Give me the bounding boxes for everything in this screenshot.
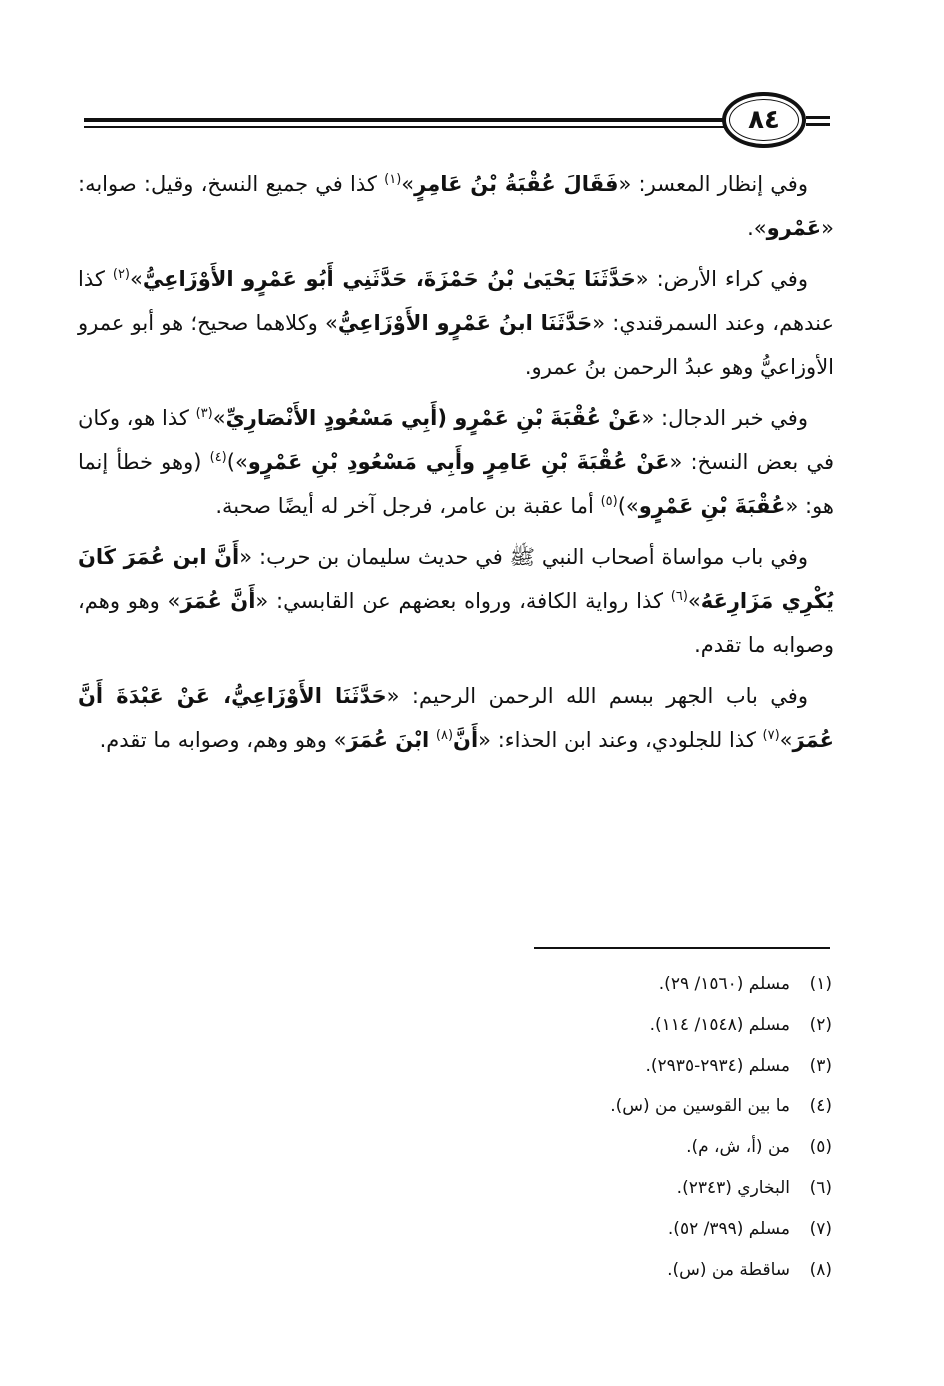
paragraph-3 [78, 396, 834, 528]
text-segment: ») [226, 450, 248, 474]
footnote-ref: (٨) [435, 728, 454, 743]
paragraph-5 [78, 674, 834, 762]
text-segment: » [130, 267, 143, 291]
quoted-text: حَدَّثَنَا يَحْيَىٰ بْنُ حَمْزَةَ، حَدَّثَنِي أَبُو عَمْرٍو الأَوْزَاعِيُّ [142, 267, 636, 291]
footnote-text: ما بين القوسين من (س). [610, 1096, 790, 1117]
footnote-ref: (٤) [209, 450, 227, 465]
footnote-number: (٣) [809, 1055, 832, 1076]
footnote-separator [534, 947, 830, 949]
footnote-item [432, 1127, 832, 1168]
footnotes-list [432, 964, 832, 1290]
footnote-item [432, 1168, 832, 1209]
text-segment: » وهو وهم، وصوابه ما تقدم. [78, 589, 834, 657]
footnote-number: (٤) [809, 1096, 832, 1117]
text-segment: وفي باب الجهر ببسم الله الرحمن الرحيم: « [386, 684, 808, 708]
text-segment: وفي باب مواساة أصحاب النبي ﷺ في حديث سليمان بن حرب: « [239, 545, 808, 569]
header-rule-thin [84, 126, 724, 128]
footnote-number: (٥) [809, 1137, 832, 1158]
footnote-text: من (أ، ش، م). [686, 1137, 790, 1158]
text-segment: كذا هو، وكان في بعض النسخ: « [78, 406, 834, 474]
quoted-text: ابْنَ عُمَرَ [346, 728, 430, 752]
paragraph-4 [78, 535, 834, 667]
text-segment: (وهو خطأ إنما هو: « [78, 450, 834, 518]
quoted-text: حَدَّثَنَا الأَوْزَاعِيُّ، عَنْ عَبْدَةَ أَنَّ عُمَرَ [78, 684, 834, 752]
main-text [78, 162, 834, 769]
footnote-text: البخاري (٢٣٤٣). [676, 1177, 790, 1198]
footnote-number: (٢) [809, 1014, 832, 1035]
text-segment: كذا عندهم، وعند السمرقندي: « [78, 267, 835, 335]
text-segment: ». [747, 216, 767, 240]
text-segment: » وكلاهما صحيح؛ هو أبو عمرو الأوزاعيُّ وهو عبدُ الرحمن بنُ عمرو. [78, 311, 834, 379]
text-segment: » وهو وهم، وصوابه ما تقدم. [99, 728, 347, 752]
footnote-text: مسلم (٢٩٣٤-٢٩٣٥). [645, 1055, 790, 1076]
footnote-ref: (٥) [600, 494, 618, 509]
footnote-ref: (٢) [112, 267, 130, 282]
footnote-text: مسلم (١٥٤٨/ ١١٤). [649, 1014, 790, 1035]
text-segment: وفي كراء الأرض: « [635, 267, 808, 291]
footnote-number: (٦) [809, 1177, 832, 1198]
text-segment: » [401, 172, 415, 196]
page-number-ornament [722, 92, 806, 148]
text-segment: كذا رواية الكافة، ورواه بعضهم عن القابسي: « [255, 589, 671, 613]
text-segment: » [687, 589, 701, 613]
quoted-text: أَنَّ ابن عُمَرَ كَانَ يُكْرِي مَزَارِعَهُ [78, 545, 835, 613]
paragraph-1 [78, 162, 834, 250]
footnote-item [432, 1086, 832, 1127]
page-header [84, 92, 830, 148]
footnote-item [432, 1046, 832, 1087]
footnote-item [432, 1209, 832, 1250]
footnote-ref: (١) [384, 172, 402, 187]
footnote-item [432, 1005, 832, 1046]
quoted-text: عُقْبَةَ بْنِ عَمْرٍو [638, 494, 786, 518]
footnote-ref: (٦) [670, 589, 688, 604]
quoted-text: أَنَّ عُمَرَ [180, 589, 256, 613]
text-segment: » [779, 728, 793, 752]
footnote-ref: (٣) [195, 406, 213, 421]
footnote-text: مسلم (١٥٦٠/ ٢٩). [658, 974, 790, 994]
footnote-item [432, 1250, 832, 1291]
text-segment: كذا في جميع النسخ، وقيل: صوابه: « [78, 172, 834, 240]
header-rule-right-bottom [806, 123, 830, 126]
text-segment: كذا للجلودي، وعند ابن الحذاء: « [478, 728, 763, 752]
quoted-text: عَنْ عُقْبَةَ بْنِ عَمْرٍو (أَبِي مَسْعُودٍ الأَنْصَارِيِّ [225, 406, 642, 430]
footnote-number: (٨) [809, 1259, 832, 1280]
footnote-number: (٧) [809, 1218, 832, 1239]
footnote-text: مسلم (٣٩٩/ ٥٢). [667, 1218, 790, 1239]
text-segment: أما عقبة بن عامر، فرجل آخر له أيضًا صحبة. [215, 494, 601, 518]
text-segment [429, 728, 436, 752]
header-rule-thick [84, 118, 724, 122]
paragraph-2 [78, 257, 834, 389]
quoted-text: فَقَالَ عُقْبَةُ بْنُ عَامِرٍ [414, 172, 619, 196]
quoted-text: حَدَّثَنَا ابنُ عَمْرٍو الأَوْزَاعِيُّ [337, 311, 593, 335]
text-segment: وفي إنظار المعسر: « [618, 172, 808, 196]
quoted-text: عَنْ عُقْبَةَ بْنِ عَامِرٍ وأَبِي مَسْعُودِ بْنِ عَمْرٍو [247, 450, 670, 474]
quoted-text: عَمْرو [766, 216, 822, 240]
text-segment: ») [617, 494, 639, 518]
text-segment: وفي خبر الدجال: « [641, 406, 808, 430]
page-number: ٨٤ [748, 105, 780, 135]
quoted-text: أَنَّ [453, 728, 479, 752]
text-segment: » [212, 406, 226, 430]
footnote-ref: (٧) [762, 728, 780, 743]
footnote-item [432, 964, 832, 1005]
header-rule-right-top [806, 116, 830, 119]
footnote-number: (١) [809, 974, 832, 994]
footnote-text: ساقطة من (س). [667, 1259, 790, 1280]
